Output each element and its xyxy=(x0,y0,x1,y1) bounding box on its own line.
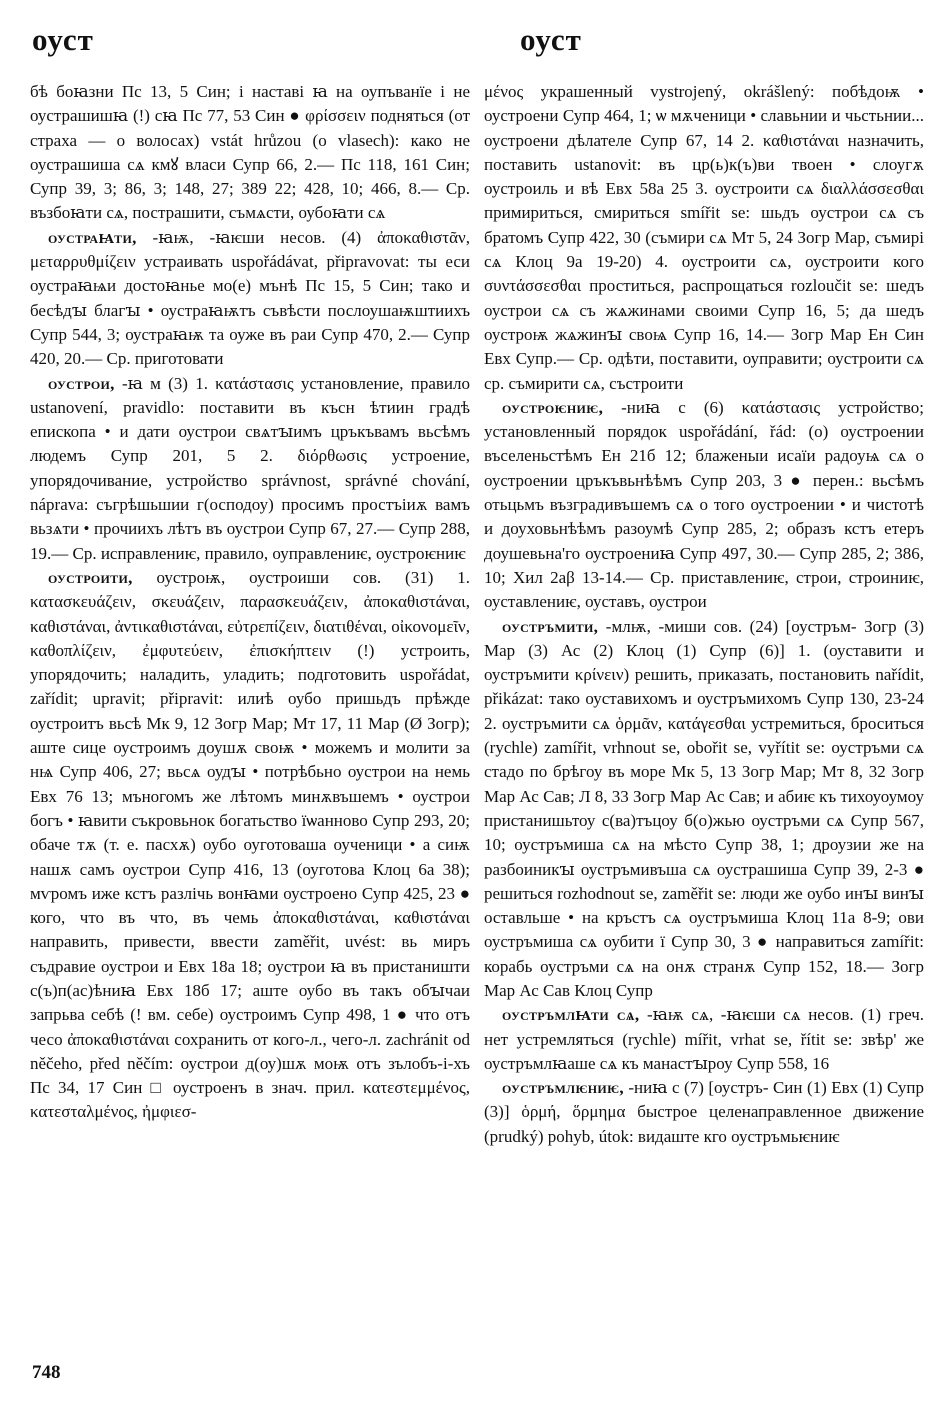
entry-text: оустроѭ, оустроиши сов. (31) 1. κατασκευάζειν, σκευάζειν, παρασκευάζειν, ἀποκαθιστάναι, καθιστάναι, ἀντικαθιστάναι, εὐτρεπίζειν, διατιθέναι, οἰκονομεῖν, καθοπλίζειν, ἐμφυτεύειν, ἐπισκήπτειν (!) устроить, упорядочить; наладить, уладить; подготовить uspořádat, zařídit; upravit; připravit: илиѣ оубо пришьдъ прѣжде оустроитъ вьсѣ Мк 9, 12 Зогр Мар; Мт 17, 11 Мар (Ø Зогр); аште сице оустроимъ доушѫ своѭ • можемъ и молити за нѩ Супр 406, 27; вьсѧ оудꙑ • потрѣбьно оустрои на немь Евх 76 13; мъногомъ же лѣтомъ минѫвъшемъ • оустрои богъ • ꙗвити съкровьнок богатьство їѡанново Супр 293, 20; обаче тѫ (т. е. пасхѫ) оубо оуготоваша оученици • а сиѭ нашѫ самъ оустрои Супр 416, 13 (оуготова Клоц 6а 38); мѵромъ иже кстъ разлічь вонꙗми оустроено Супр 425, 23 ● кого, что въ что, въ чемь ἀποκαθιστάναι, καθιστάναι направить, привести, ввести zaměřit, uvést: вь миръ съдравие оустрои и Евх 18а 18; оустрои ꙗ въ пристаништи с(ъ)п(ас)ѣниꙗ Евх 18б 17; аште оубо въ такъ обꙑчаи запрьва себѣ (! вм. себе) оустроимъ Супр 498, 1 ● что отъ чесо ἀποκαθιστάναι сохранить от кого-л., чего-л. zachránit od něčeho, před něčím: оустрои д(оу)шѫ моѭ отъ зълобъ-і-хъ Пс 34, 17 Син □ оустроенъ в знач. прил. κατεστεμμένος, κατεσταλμένος, ἠμφιεσ- xyxy=(30,567,470,1122)
entry-text: -ꙗѭ сѧ, -ꙗѥши сѧ несов. (1) греч. нет устремляться (rychle) mířit, vrhat se, řítit se: звѣр' же оустръмлꙗаше сѧ къ манастꙑроу Супр 558, 16 xyxy=(484,1005,925,1073)
entry-text: -ниꙗ с (6) κατάστασις устройство; установленный порядок uspořádání, řád: (о) оустроении въселеньстѣмъ Ен 21б 12; блаженыи исаїи радоуѩ сѧ о оустроении цръкъвьнѣѣмъ Супр 203, 3 ● перен.: вьсѣмъ отьцьмъ възградивъшемъ сѧ о того оустроении • и чистотѣ и доуховьнѣѣмъ разоумѣ Супр 285, 2; образъ кстъ етеръ доушевьна'го оустроениꙗ Супр 497, 30.— Супр 285, 2; 386, 10; Хил 2аβ 13-14.— Ср. приставлениѥ, строи, строиниѥ, оуставлениѥ, оуставъ, оустрои xyxy=(484,397,924,612)
entry-text: -ꙗѭ, -ꙗѥши несов. (4) ἀποκαθιστᾶν, μεταρρυθμίζειν устраивать uspořádávat, připravovat: ты еси оустраꙗѩи достоꙗнье мо(е) мънѣ Пс 15, 5 Син; тако и бесѣдꙑ благꙑ • оустраꙗѭтъ съвѣсти послоушаѭштиихъ Супр 544, 3; оустраꙗѭ та оуже въ раи Супр 470, 2.— Супр 420, 20.— Ср. приготовати xyxy=(30,227,470,369)
dictionary-entry xyxy=(30,226,470,372)
dictionary-entry xyxy=(484,1003,924,1076)
entry-text: бѣ боꙗзни Пс 13, 5 Син; і наставі ꙗ на оупъванїе і не оустрашишꙗ (!) сꙗ Пс 77, 53 Син ● φρίσσειν подняться (от страха — о волосах) vstát hrůzou (o vlasech): како не оустрашиша сѧ кмꙋ власи Супр 66, 2.— Пс 118, 161 Син; Супр 39, 3; 86, 3; 148, 27; 389 22; 428, 10; 466, 8.— Ср. възбоꙗти сѧ, пострашити, съмѧсти, оубоꙗти сѧ xyxy=(30,82,470,223)
dictionary-entry xyxy=(484,1076,924,1149)
entry-headword: оустръмлꙗти сѧ, xyxy=(502,1005,640,1025)
dictionary-entry xyxy=(484,80,924,396)
page-number: 748 xyxy=(32,1362,61,1383)
entry-text: -ꙗ м (3) 1. κατάστασις установление, правило ustanovení, pravidlo: поставити въ късн ѣтиин градѣ епископа • и дати оустрои свѧтꙑимъ цръкъвамъ вьсѣмъ людемъ Супр 201, 5 2. διόρθωσις устроение, упорядочивание, устройство správnost, správné chování, náprava: съгрѣшьшии г(осподоу) просимъ простъіиѫ вамъ вьзѧти • прочиихъ лѣтъ въ оустрои Супр 67, 27.— Супр 288, 19.— Ср. исправлениѥ, правило, оуправлениѥ, оустроѥниѥ xyxy=(30,373,470,563)
dictionary-entry xyxy=(484,615,924,1004)
dictionary-entry xyxy=(30,372,470,566)
entry-text: -млѭ, -миши сов. (24) [оустръм- Зогр (3) Мар (3) Ас (2) Клоц (1) Супр (6)] 1. (оуставити и оустръмити κρίνειν) решить, приказать, постановить nařídit, přikázat: тако оуставихомъ и оустръмихомъ Супр 130, 23-24 2. оустръмити сѧ ὁρμᾶν, κατάγεσθαι устремиться, броситься (rychle) zamířit, vrhnout se, obořit se, vyřítit se: оустръми сѧ стадо по брѣгоу въ море Мк 5, 13 Зогр Мар; Мт 8, 32 Зогр Мар Ас Сав; Л 8, 33 Зогр Мар Ас Сав; и абиѥ къ тихоуоумоу пристанишьтоу с(ва)тъцоу б(о)жью оустръми сѧ Супр 567, 10; оустръмиша сѧ на мѣсто Супр 38, 1; дроузии же на разбоиникꙑ оустръмивъша сѧ оустрашиша Супр 39, 2-3 ● решиться rozhodnout se, zaměřit se: люди же оубо инꙑ винꙑ оставльше • на кръстъ сѧ оустръмиша Клоц 11а 8-9; ови оустръмиша сѧ оубити ї Супр 30, 3 ● направиться zamířit: корабь оустръми сѧ на онѫ странѫ Супр 152, 18.— Зогр Мар Ас Сав Клоц Супр xyxy=(484,616,924,1000)
entry-headword: оустраꙗти, xyxy=(48,227,137,247)
entry-headword: оустроѥниѥ, xyxy=(502,397,604,417)
entry-headword: оустроити, xyxy=(48,567,133,587)
running-head-right: оуст xyxy=(520,22,582,57)
entry-text: μένος украшенный vystrojený, okrášlený: побѣдоѭ • оустроени Супр 464, 1; ѡ мѫченици • славьнии и чьстьнии... оустроени дѣлателе Супр 67, 14 2. καθιστάναι назначить, поставить ustanovit: въ цр(ь)к(ъ)ви твоен • слоугѫ оустроиль и вѣ Евх 58а 25 3. оустроити сѧ διαλλάσσεσθαι примириться, смириться smířit se: шьдъ оустрои сѧ съ братомъ Супр 422, 30 (съмири сѧ Мт 5, 24 Зогр Мар, съмирі сѧ Клоц 9а 19-20) 4. оустроити сѧ, оустроити кого συντάσσεσθαι проститься, распрощаться rozloučit se: шедъ оустрои сѧ съ жѧжинами своими Супр 16, 5; да шедъ оустроѭ жѧжинꙑ своѩ Супр 16, 14.— Зогр Мар Ен Син Евх Супр.— Ср. одѣти, поставити, оуправити; оустроити сѧ ср. съмирити сѧ, състроити xyxy=(484,82,924,393)
running-head-left: оуст xyxy=(32,22,94,57)
right-column xyxy=(484,80,924,1149)
dictionary-entry xyxy=(30,80,470,226)
left-column xyxy=(30,80,470,1125)
dictionary-entry xyxy=(30,566,470,1125)
dictionary-entry xyxy=(484,396,924,615)
entry-headword: оустръмити, xyxy=(502,616,599,636)
entry-headword: оустръмлѥниѥ, xyxy=(502,1078,624,1098)
entry-text: -ниꙗ с (7) [оустръ- Син (1) Евх (1) Супр (3)] ὁρμή, ὅρμημα быстрое целенаправленное движение (prudký) pohyb, útok: видаште кго оустръмьѥниѥ xyxy=(484,1078,924,1146)
entry-headword: оустрои, xyxy=(48,373,115,393)
